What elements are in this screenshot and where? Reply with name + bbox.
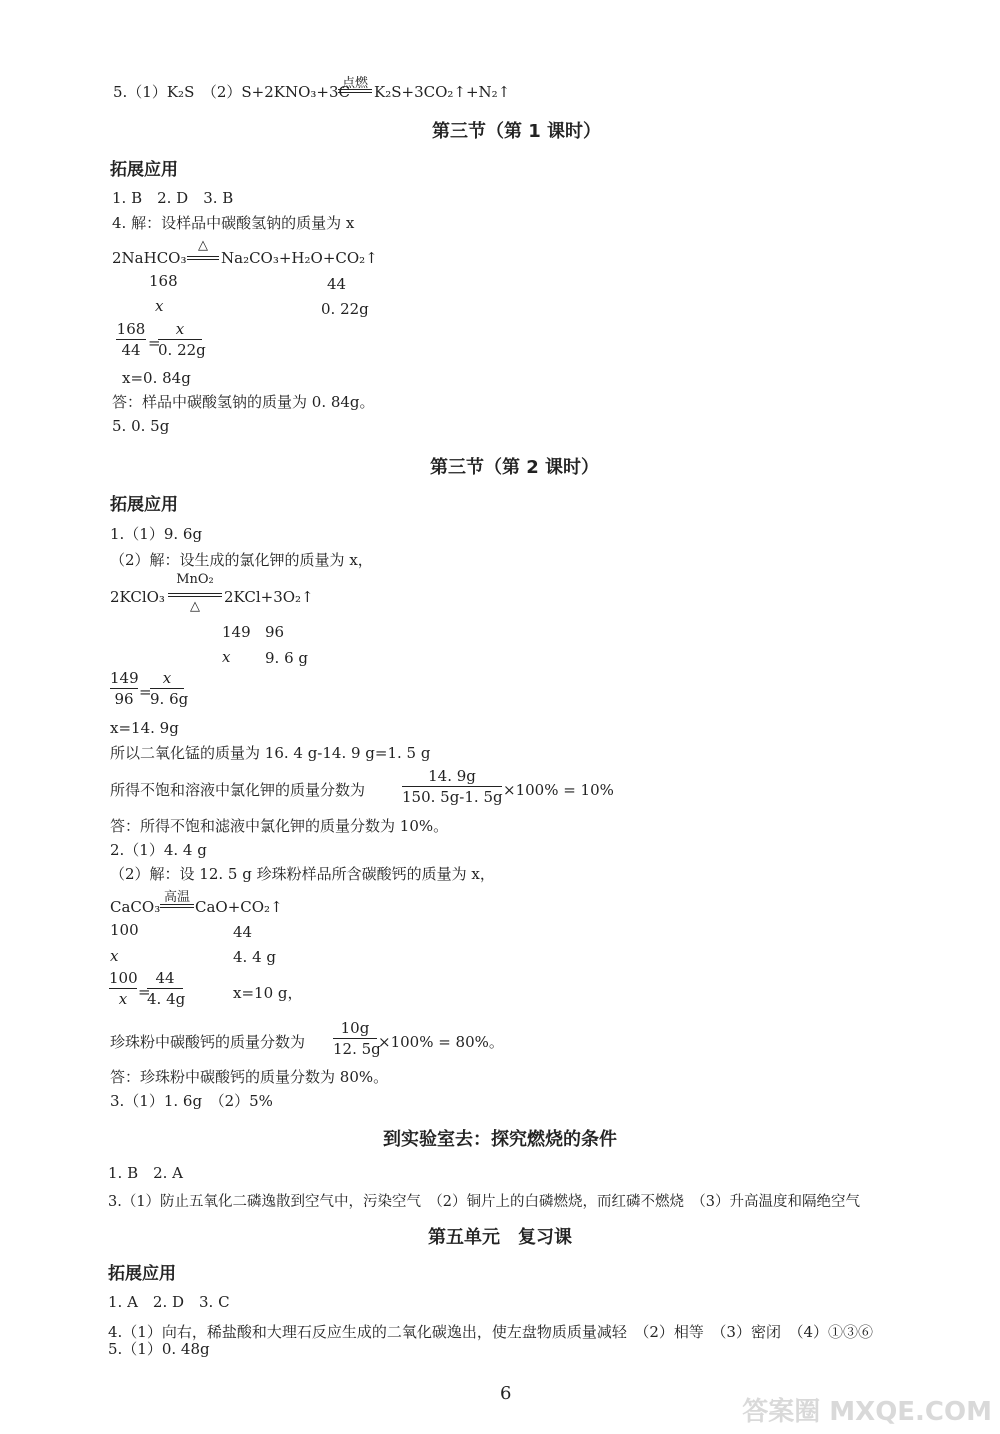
subsection-title: 拓展应用 xyxy=(108,1264,176,1284)
equation-reactant: 2KClO₃ xyxy=(110,588,165,606)
answer-line: 3.（1）防止五氧化二磷逸散到空气中，污染空气 （2）铜片上的白磷燃烧，而红磷不燃烧 （3）升高温度和隔绝空气 xyxy=(108,1194,861,1210)
ratio-value: x xyxy=(110,947,119,965)
ratio-value: 100 xyxy=(110,921,139,939)
section-title: 第三节（第 2 课时） xyxy=(430,457,600,478)
subsection-title: 拓展应用 xyxy=(110,495,178,515)
fraction xyxy=(147,969,186,1008)
fraction-denominator: 96 xyxy=(114,690,134,708)
answer-line: 3.（1）1. 6g （2）5% xyxy=(110,1092,273,1110)
answer-line: 2.（1）4. 4 g xyxy=(110,841,207,859)
fraction-numerator: 14. 9g xyxy=(428,767,476,785)
answer-line: x=0. 84g xyxy=(122,369,191,387)
fraction-numerator: x xyxy=(175,320,185,338)
ratio-value: 96 xyxy=(265,623,285,641)
answer-line: 5.（1）0. 48g xyxy=(108,1340,210,1358)
equals-sign: = xyxy=(139,683,152,701)
fraction-numerator: 168 xyxy=(116,320,146,338)
section-title: 到实验室去：探究燃烧的条件 xyxy=(383,1129,617,1150)
answer-line: 5. 0. 5g xyxy=(112,417,170,435)
ratio-value: x xyxy=(155,297,164,315)
fraction-denominator: 12. 5g xyxy=(333,1040,381,1058)
answer-line: ×100% = 80%。 xyxy=(378,1033,504,1051)
reaction-condition: 高温 xyxy=(163,890,190,905)
fraction-numerator: 149 xyxy=(110,669,139,687)
fraction-numerator: 100 xyxy=(109,969,138,987)
ratio-value: 9. 6 g xyxy=(265,649,308,667)
answer-line: x=14. 9g xyxy=(110,719,179,737)
equals-sign: = xyxy=(138,983,151,1001)
answer-line: 答：珍珠粉中碳酸钙的质量分数为 80%。 xyxy=(110,1068,389,1086)
fraction-denominator: 44 xyxy=(121,341,141,359)
fraction-numerator: 44 xyxy=(155,969,175,987)
ratio-value: 44 xyxy=(327,275,347,293)
answer-line: 答：样品中碳酸氢钠的质量为 0. 84g。 xyxy=(112,393,375,411)
reaction-condition: △ xyxy=(190,599,200,614)
reaction-catalyst: MnO₂ xyxy=(176,572,214,587)
answer-line: 4.（1）向右，稀盐酸和大理石反应生成的二氧化碳逸出，使左盘物质质量减轻 （2）相等 （3）密闭 （4）①③⑥ xyxy=(108,1323,873,1341)
ratio-value: 168 xyxy=(149,272,178,290)
answer-line: 所得不饱和溶液中氯化钾的质量分数为 xyxy=(110,781,366,799)
answer-line: 1. B 2. D 3. B xyxy=(112,189,234,207)
fraction xyxy=(109,969,137,1008)
answer-line: 1. A 2. D 3. C xyxy=(108,1293,230,1311)
fraction xyxy=(150,669,189,708)
page-number: 6 xyxy=(500,1383,512,1404)
answer-line: ×100% = 10% xyxy=(503,781,614,799)
ratio-value: 149 xyxy=(222,623,251,641)
answer-line: 1.（1）9. 6g xyxy=(110,525,203,543)
fraction xyxy=(333,1019,381,1058)
fraction-denominator: 4. 4g xyxy=(147,990,186,1008)
fraction-numerator: 10g xyxy=(340,1019,370,1037)
equals-bar xyxy=(338,89,372,93)
answer-line: K₂S+3CO₂↑+N₂↑ xyxy=(374,83,511,101)
answer-line: （2）解：设 12. 5 g 珍珠粉样品所含碳酸钙的质量为 x， xyxy=(110,865,495,883)
answer-line: 答：所得不饱和滤液中氯化钾的质量分数为 10%。 xyxy=(110,817,449,835)
fraction-numerator: x xyxy=(162,669,172,687)
subsection-title: 拓展应用 xyxy=(110,160,178,180)
equation-reactant: CaCO₃ xyxy=(110,898,161,916)
answer-line: 5.（1）K₂S （2）S+2KNO₃+3C xyxy=(113,83,351,101)
ratio-value: 0. 22g xyxy=(321,300,369,318)
fraction xyxy=(116,320,146,359)
ratio-value: 44 xyxy=(233,923,253,941)
fraction-denominator: 9. 6g xyxy=(150,690,189,708)
watermark-logo: 答案圈 MXQE.COM xyxy=(742,1397,992,1427)
answer-line: 1. B 2. A xyxy=(108,1164,184,1182)
equals-bar xyxy=(160,904,194,908)
fraction-denominator: 0. 22g xyxy=(158,341,206,359)
fraction xyxy=(402,767,502,806)
answer-line: 4. 解：设样品中碳酸氢钠的质量为 x xyxy=(112,214,355,232)
fraction-denominator: 150. 5g-1. 5g xyxy=(402,788,503,806)
equation-product: Na₂CO₃+H₂O+CO₂↑ xyxy=(221,249,378,267)
ratio-value: x xyxy=(222,648,231,666)
fraction xyxy=(110,669,138,708)
section-title: 第三节（第 1 课时） xyxy=(432,121,602,142)
answer-line: 所以二氧化锰的质量为 16. 4 g-14. 9 g=1. 5 g xyxy=(110,744,431,762)
equation-reactant: 2NaHCO₃ xyxy=(112,249,187,267)
answer-line: 珍珠粉中碳酸钙的质量分数为 xyxy=(110,1033,306,1051)
answer-line: x=10 g， xyxy=(233,984,303,1002)
equals-sign: = xyxy=(148,334,161,352)
ratio-value: 4. 4 g xyxy=(233,948,276,966)
reaction-condition: 点燃 xyxy=(341,76,368,91)
answer-line: （2）解：设生成的氯化钾的质量为 x， xyxy=(110,551,373,569)
equation-product: CaO+CO₂↑ xyxy=(195,898,283,916)
fraction-denominator: x xyxy=(118,990,128,1008)
equals-bar xyxy=(187,256,219,260)
section-title: 第五单元 复习课 xyxy=(428,1227,572,1248)
equals-bar xyxy=(168,593,222,597)
fraction xyxy=(158,320,206,359)
equation-product: 2KCl+3O₂↑ xyxy=(224,588,314,606)
reaction-condition: △ xyxy=(198,238,208,253)
